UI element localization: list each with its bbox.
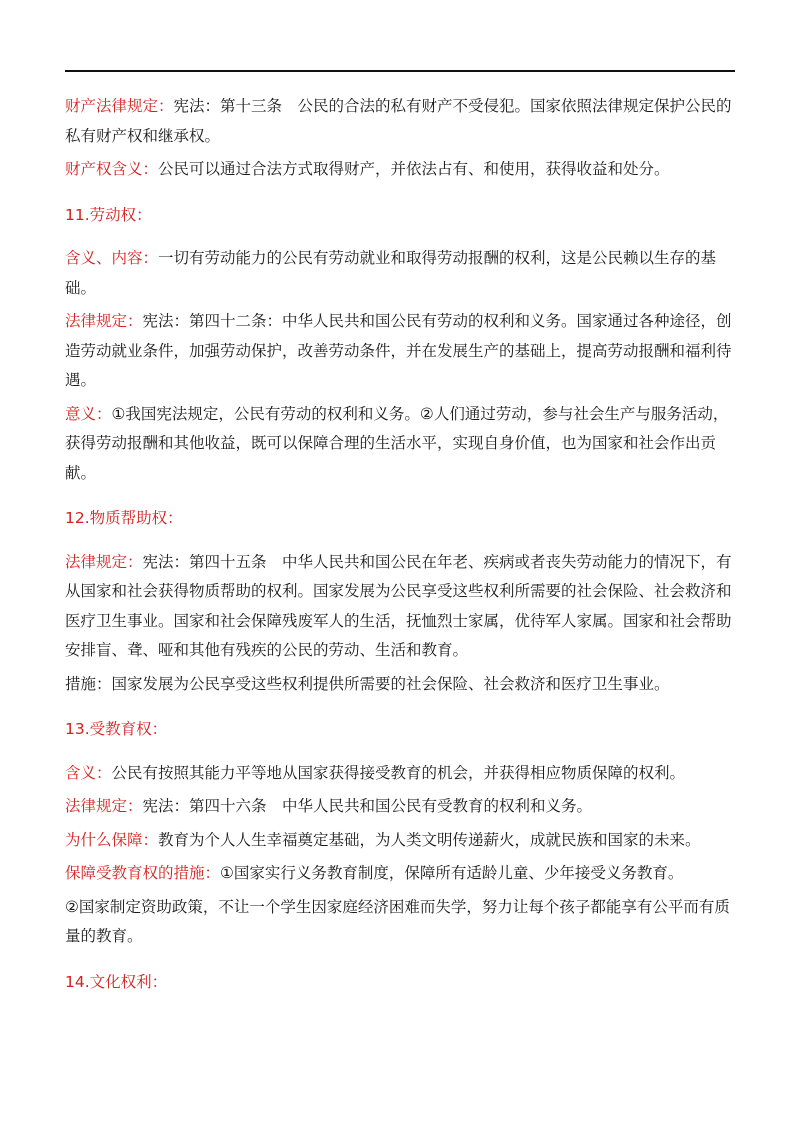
term-label: 为什么保障 bbox=[65, 830, 143, 849]
education-meaning-paragraph: 含义：公民有按照其能力平等地从国家获得接受教育的机会，并获得相应物质保障的权利。 bbox=[65, 763, 686, 782]
assistance-law-paragraph: 法律规定：宪法：第四十五条 中华人民共和国公民在年老、疾病或者丧失劳动能力的情况下，有从国家和社会获得物质帮助的权利。国家发展为公民享受这些权利所需要的社会保险、社会救济和医疗卫生事业。国家和社会保障残废军人的生活，抚恤烈士家属，优待军人家属。国家和社会帮助安排盲、聋、哑和其他有残疾的公民的劳动、生活和教育。 bbox=[65, 552, 732, 659]
education-law-paragraph: 法律规定：宪法：第四十六条 中华人民共和国公民有受教育的权利和义务。 bbox=[65, 797, 593, 815]
paragraph-text: 宪法：第四十五条 中华人民共和国公民在年老、疾病或者丧失劳动能力的情况下，有从国家和社会获得物质帮助的权利。国家发展为公民享受这些权利所需要的社会保险、社会救济和医疗卫生事业。国家和社会保障残废军人的生活，抚恤烈士家属，优待军人家属。国家和社会帮助安排盲、聋、哑和其他有残疾的公民的劳动、生活和教育。 bbox=[65, 552, 732, 659]
term-label: 保障受教育权的措施 bbox=[65, 864, 205, 882]
paragraph-text: ①我国宪法规定，公民有劳动的权利和义务。②人们通过劳动，参与社会生产与服务活动，获得劳动报酬和其他收益，既可以保障合理的生活水平，实现自身价值，也为国家和社会作出贡献。 bbox=[65, 404, 729, 482]
labor-significance-paragraph: 意义：①我国宪法规定，公民有劳动的权利和义务。②人们通过劳动，参与社会生产与服务活动，获得劳动报酬和其他收益，既可以保障合理的生活水平，实现自身价值，也为国家和社会作出贡献。 bbox=[65, 404, 729, 482]
education-why-paragraph: 为什么保障：教育为个人人生幸福奠定基础，为人类文明传递薪火，成就民族和国家的未来。 bbox=[65, 830, 701, 849]
term-label: 法律规定 bbox=[65, 552, 128, 571]
labor-law-paragraph: 法律规定：宪法：第四十二条：中华人民共和国公民有劳动的权利和义务。国家通过各种途径，创造劳动就业条件，加强劳动保护，改善劳动条件，并在发展生产的基础上，提高劳动报酬和福利待遇。 bbox=[65, 312, 732, 389]
paragraph-text: 公民可以通过合法方式取得财产，并依法占有、和使用，获得收益和处分。 bbox=[158, 160, 670, 178]
section-heading-cultural-rights: 14.文化权利： bbox=[65, 972, 168, 991]
education-measures-paragraph: 保障受教育权的措施：①国家实行义务教育制度，保障所有适龄儿童、少年接受义务教育。 bbox=[65, 864, 684, 882]
property-meaning-paragraph: 财产权含义：公民可以通过合法方式取得财产，并依法占有、和使用，获得收益和处分。 bbox=[65, 160, 670, 178]
education-measures-continued-paragraph bbox=[65, 893, 741, 952]
term-label: 含义、内容 bbox=[65, 249, 143, 267]
section-heading-material-assistance: 12.物质帮助权： bbox=[65, 509, 183, 527]
paragraph-text: 措施：国家发展为公民享受这些权利提供所需要的社会保险、社会救济和医疗卫生事业。 bbox=[65, 674, 670, 693]
paragraph-text: 教育为个人人生幸福奠定基础，为人类文明传递薪火，成就民族和国家的未来。 bbox=[158, 830, 701, 849]
section-heading-education: 13.受教育权： bbox=[65, 720, 168, 738]
paragraph-text: 一切有劳动能力的公民有劳动就业和取得劳动报酬的权利，这是公民赖以生存的基础。 bbox=[65, 249, 717, 297]
header-rule bbox=[65, 70, 735, 72]
document-body bbox=[65, 92, 741, 1011]
section-heading-labor: 11.劳动权： bbox=[65, 205, 152, 224]
paragraph-text: 宪法：第四十六条 中华人民共和国公民有受教育的权利和义务。 bbox=[142, 797, 593, 815]
term-label: 财产法律规定 bbox=[65, 97, 159, 115]
term-label: 财产权含义 bbox=[65, 160, 143, 178]
property-law-paragraph: 财产法律规定：宪法：第十三条 公民的合法的私有财产不受侵犯。国家依照法律规定保护公民的私有财产权和继承权。 bbox=[65, 97, 732, 145]
paragraph-text: 公民有按照其能力平等地从国家获得接受教育的机会，并获得相应物质保障的权利。 bbox=[111, 763, 686, 782]
paragraph-text: 宪法：第四十二条：中华人民共和国公民有劳动的权利和义务。国家通过各种途径，创造劳动就业条件，加强劳动保护，改善劳动条件，并在发展生产的基础上，提高劳动报酬和福利待遇。 bbox=[65, 312, 732, 389]
assistance-measures-paragraph bbox=[65, 670, 741, 700]
term-label: 法律规定 bbox=[65, 312, 128, 330]
paragraph-text: ①国家实行义务教育制度，保障所有适龄儿童、少年接受义务教育。 bbox=[220, 864, 684, 882]
paragraph-text: ②国家制定资助政策，不让一个学生因家庭经济困难而失学，努力让每个孩子都能享有公平而有质量的教育。 bbox=[65, 897, 730, 945]
term-label: 法律规定 bbox=[65, 797, 128, 815]
labor-meaning-paragraph: 含义、内容：一切有劳动能力的公民有劳动就业和取得劳动报酬的权利，这是公民赖以生存的基础。 bbox=[65, 249, 717, 297]
paragraph-text: 宪法：第十三条 公民的合法的私有财产不受侵犯。国家依照法律规定保护公民的私有财产权和继承权。 bbox=[65, 97, 732, 145]
term-label: 意义 bbox=[65, 404, 97, 423]
term-label: 含义 bbox=[65, 763, 97, 782]
